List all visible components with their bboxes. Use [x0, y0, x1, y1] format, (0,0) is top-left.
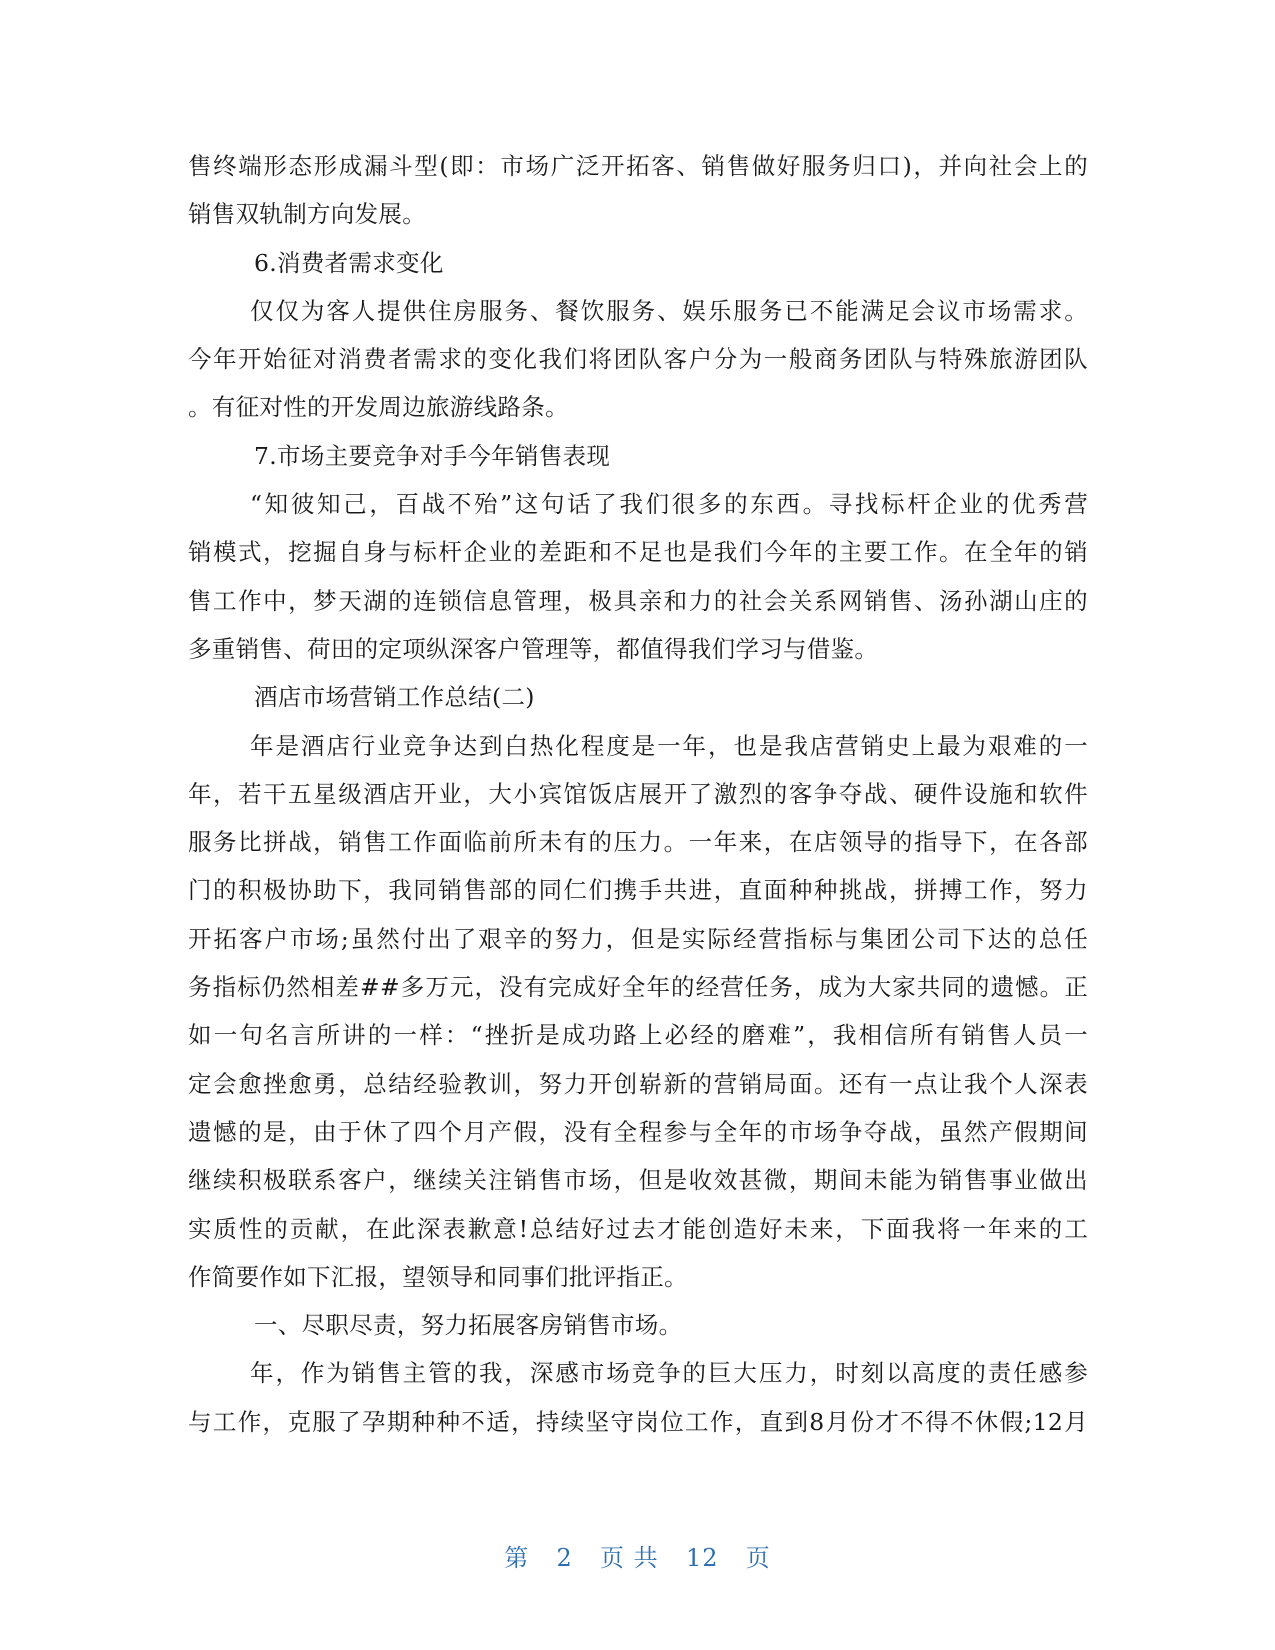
text-line: 实质性的贡献，在此深表歉意!总结好过去才能创造好未来，下面我将一年来的工 — [188, 1214, 1088, 1243]
text-line: 定会愈挫愈勇，总结经验教训，努力开创崭新的营销局面。还有一点让我个人深表 — [188, 1069, 1088, 1098]
text-line: 年是酒店行业竞争达到白热化程度是一年，也是我店营销史上最为艰难的一 — [250, 731, 1088, 760]
text-line: 。有征对性的开发周边旅游线路条。 — [188, 393, 569, 422]
text-line: 多重销售、荷田的定项纵深客户管理等，都值得我们学习与借鉴。 — [188, 634, 879, 663]
text-line: 今年开始征对消费者需求的变化我们将团队客户分为一般商务团队与特殊旅游团队 — [188, 345, 1088, 374]
current-page-number: 2 — [556, 1544, 573, 1572]
text-line: 仅仅为客人提供住房服务、餐饮服务、娱乐服务已不能满足会议市场需求。 — [250, 296, 1088, 325]
text-line: 服务比拼战，销售工作面临前所未有的压力。一年来，在店领导的指导下，在各部 — [188, 828, 1088, 857]
text-line: 如一句名言所讲的一样：“挫折是成功路上必经的磨难”，我相信所有销售人员一 — [188, 1021, 1088, 1050]
text-line: 6.消费者需求变化 — [254, 248, 444, 277]
text-line: 售终端形态形成漏斗型(即：市场广泛开拓客、销售做好服务归口)，并向社会上的 — [188, 152, 1088, 180]
text-line: 遗憾的是，由于休了四个月产假，没有全程参与全年的市场争夺战，虽然产假期间 — [188, 1117, 1088, 1146]
total-pages-number: 12 — [685, 1544, 719, 1572]
text-line: 务指标仍然相差##多万元，没有完成好全年的经营任务，成为大家共同的遗憾。正 — [188, 973, 1088, 1002]
text-line: 作简要作如下汇报，望领导和同事们批评指正。 — [188, 1262, 688, 1291]
text-line: 酒店市场营销工作总结(二) — [254, 683, 535, 712]
text-line: 年，作为销售主管的我，深感市场竞争的巨大压力，时刻以高度的责任感参 — [250, 1359, 1088, 1388]
footer-suffix: 页 — [745, 1544, 771, 1572]
text-line: 门的积极协助下，我同销售部的同仁们携手共进，直面种种挑战，拼搏工作，努力 — [188, 876, 1088, 905]
footer-mid: 页 共 — [600, 1544, 659, 1572]
text-line: 一、尽职尽责，努力拓展客房销售市场。 — [254, 1311, 683, 1340]
page-footer — [0, 1538, 1275, 1573]
text-line: “知彼知己，百战不殆”这句话了我们很多的东西。寻找标杆企业的优秀营 — [250, 490, 1088, 519]
text-line: 7.市场主要竞争对手今年销售表现 — [254, 441, 611, 470]
text-line: 售工作中，梦天湖的连锁信息管理，极具亲和力的社会关系网销售、汤孙湖山庄的 — [188, 586, 1088, 615]
text-line: 开拓客户市场;虽然付出了艰辛的努力，但是实际经营指标与集团公司下达的总任 — [188, 924, 1088, 953]
text-line: 与工作，克服了孕期种种不适，持续坚守岗位工作，直到8月份才不得不休假;12月 — [188, 1407, 1088, 1436]
text-line: 销模式，挖掘自身与标杆企业的差距和不足也是我们今年的主要工作。在全年的销 — [188, 538, 1088, 567]
text-line: 继续积极联系客户，继续关注销售市场，但是收效甚微，期间未能为销售事业做出 — [188, 1166, 1088, 1195]
text-line: 年，若干五星级酒店开业，大小宾馆饭店展开了激烈的客争夺战、硬件设施和软件 — [188, 779, 1088, 808]
document-body — [188, 142, 1088, 1446]
text-line: 销售双轨制方向发展。 — [188, 200, 426, 229]
footer-prefix: 第 — [504, 1544, 530, 1572]
